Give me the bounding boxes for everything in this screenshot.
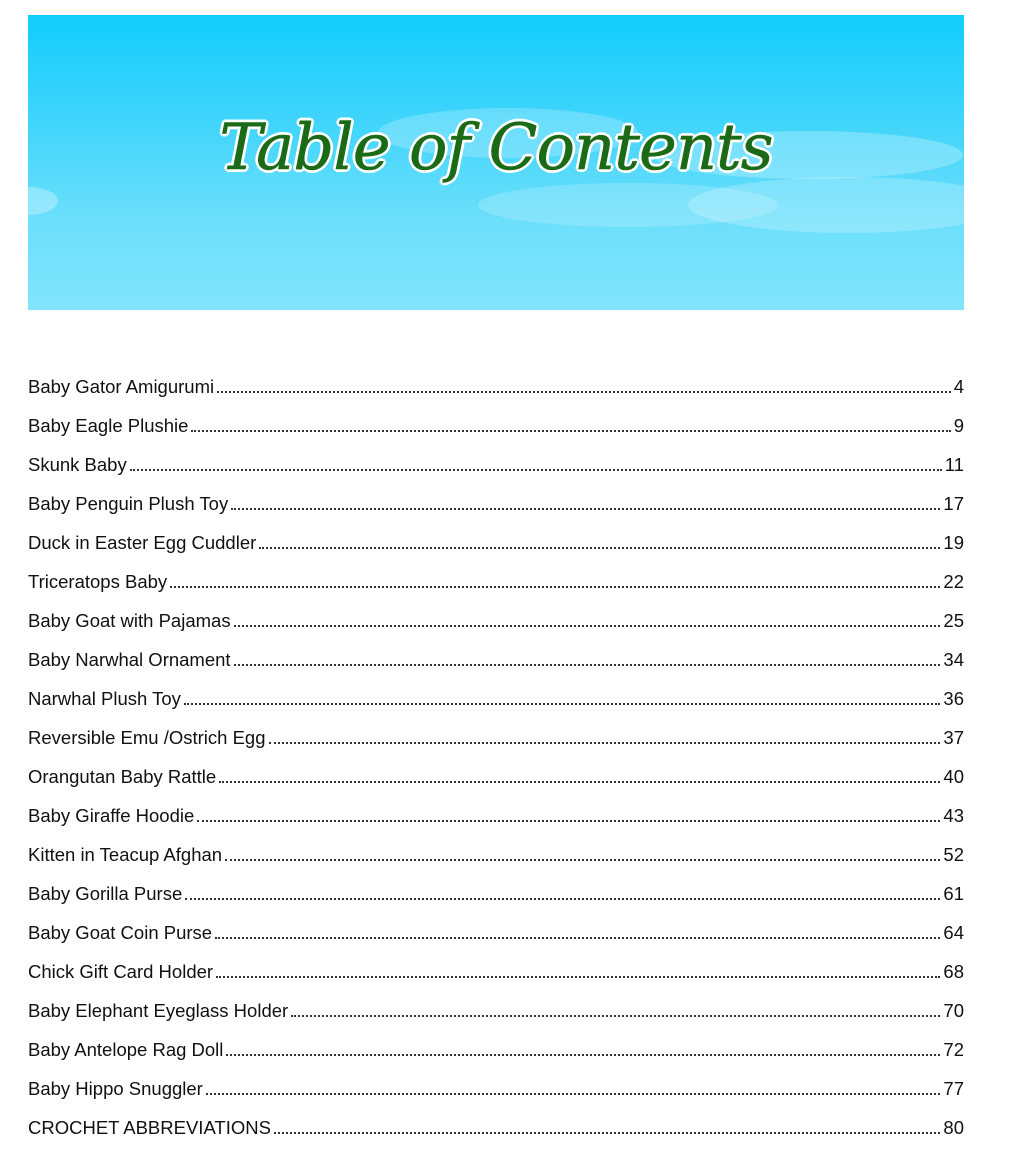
toc-entry[interactable] bbox=[28, 952, 964, 991]
toc-entry-page-number[interactable]: 40 bbox=[943, 765, 964, 787]
toc-entry[interactable] bbox=[28, 562, 964, 601]
toc-entry-title[interactable]: Baby Antelope Rag Doll bbox=[28, 1038, 224, 1060]
toc-entry-page-number[interactable]: 68 bbox=[943, 960, 964, 982]
toc-entry-page-number[interactable]: 17 bbox=[943, 492, 964, 514]
toc-dot-leader bbox=[269, 741, 941, 744]
toc-entry[interactable] bbox=[28, 1030, 964, 1069]
toc-dot-leader bbox=[197, 819, 940, 822]
toc-entry[interactable] bbox=[28, 640, 964, 679]
toc-dot-leader bbox=[234, 663, 941, 666]
toc-dot-leader bbox=[215, 936, 940, 939]
toc-entry-page-number[interactable]: 52 bbox=[943, 843, 964, 865]
toc-entry-page-number[interactable]: 77 bbox=[943, 1077, 964, 1099]
toc-entry[interactable] bbox=[28, 1069, 964, 1108]
toc-entry-title[interactable]: Chick Gift Card Holder bbox=[28, 960, 214, 982]
toc-entry-page-number[interactable]: 11 bbox=[944, 453, 964, 475]
toc-entry-page-number[interactable]: 36 bbox=[943, 687, 964, 709]
toc-entry-title[interactable]: Narwhal Plush Toy bbox=[28, 687, 181, 709]
toc-dot-leader bbox=[231, 507, 940, 510]
toc-dot-leader bbox=[291, 1014, 940, 1017]
toc-entry-page-number[interactable]: 25 bbox=[943, 609, 964, 631]
toc-entry-title[interactable]: Reversible Emu /Ostrich Egg bbox=[28, 726, 266, 748]
toc-entry-title[interactable]: Orangutan Baby Rattle bbox=[28, 765, 217, 787]
toc-entry[interactable] bbox=[28, 601, 964, 640]
toc-entry-title[interactable]: Baby Eagle Plushie bbox=[28, 414, 189, 436]
toc-entry-page-number[interactable]: 43 bbox=[943, 804, 964, 826]
toc-entry[interactable] bbox=[28, 484, 964, 523]
toc-entry[interactable] bbox=[28, 523, 964, 562]
toc-dot-leader bbox=[226, 1053, 940, 1056]
toc-dot-leader bbox=[234, 624, 941, 627]
toc-entry-title[interactable]: Baby Narwhal Ornament bbox=[28, 648, 231, 670]
toc-entry-page-number[interactable]: 9 bbox=[953, 414, 964, 436]
toc-entry[interactable] bbox=[28, 718, 964, 757]
toc-entry-title[interactable]: Baby Giraffe Hoodie bbox=[28, 804, 195, 826]
toc-entry-title[interactable]: Baby Elephant Eyeglass Holder bbox=[28, 999, 289, 1021]
toc-entry-title[interactable]: Baby Goat Coin Purse bbox=[28, 921, 213, 943]
toc-entry-title[interactable]: Baby Goat with Pajamas bbox=[28, 609, 231, 631]
toc-dot-leader bbox=[274, 1131, 940, 1134]
toc-dot-leader bbox=[184, 702, 941, 705]
toc-entry[interactable] bbox=[28, 835, 964, 874]
toc-dot-leader bbox=[216, 975, 940, 978]
toc-entry-page-number[interactable]: 19 bbox=[943, 531, 964, 553]
toc-entry-page-number[interactable]: 22 bbox=[943, 570, 964, 592]
toc-entry-title[interactable]: Skunk Baby bbox=[28, 453, 127, 475]
toc-entry[interactable] bbox=[28, 679, 964, 718]
toc-dot-leader bbox=[225, 858, 940, 861]
toc-entry-page-number[interactable]: 72 bbox=[943, 1038, 964, 1060]
toc-entry[interactable] bbox=[28, 367, 964, 406]
header-banner bbox=[28, 15, 964, 310]
toc-entry[interactable] bbox=[28, 445, 964, 484]
toc-entry[interactable] bbox=[28, 913, 964, 952]
toc-entry-title[interactable]: Kitten in Teacup Afghan bbox=[28, 843, 223, 865]
toc-dot-leader bbox=[217, 390, 951, 393]
toc-entry-title[interactable]: CROCHET ABBREVIATIONS bbox=[28, 1116, 271, 1138]
toc-dot-leader bbox=[206, 1092, 941, 1095]
page-title: Table of Contents bbox=[219, 110, 773, 185]
toc-dot-leader bbox=[259, 546, 940, 549]
toc-entry[interactable] bbox=[28, 406, 964, 445]
toc-entry[interactable] bbox=[28, 796, 964, 835]
toc-entry-page-number[interactable]: 64 bbox=[943, 921, 964, 943]
toc-entry-page-number[interactable]: 4 bbox=[953, 375, 964, 397]
toc-dot-leader bbox=[191, 429, 950, 432]
toc-entry-page-number[interactable]: 70 bbox=[943, 999, 964, 1021]
toc-entry[interactable] bbox=[28, 874, 964, 913]
toc-dot-leader bbox=[130, 468, 942, 471]
toc-entry-page-number[interactable]: 80 bbox=[943, 1116, 964, 1138]
toc-entry-title[interactable]: Baby Hippo Snuggler bbox=[28, 1077, 203, 1099]
toc-entry-title[interactable]: Triceratops Baby bbox=[28, 570, 168, 592]
toc-dot-leader bbox=[170, 585, 940, 588]
toc-entry-title[interactable]: Baby Penguin Plush Toy bbox=[28, 492, 229, 514]
toc-entry-title[interactable]: Duck in Easter Egg Cuddler bbox=[28, 531, 257, 553]
toc-entry-page-number[interactable]: 61 bbox=[943, 882, 964, 904]
toc-entry-title[interactable]: Baby Gorilla Purse bbox=[28, 882, 183, 904]
toc-entry[interactable] bbox=[28, 1108, 964, 1147]
toc-entry-page-number[interactable]: 37 bbox=[943, 726, 964, 748]
toc-dot-leader bbox=[185, 897, 940, 900]
toc-entry[interactable] bbox=[28, 757, 964, 796]
toc-dot-leader bbox=[219, 780, 940, 783]
toc-entry-title[interactable]: Baby Gator Amigurumi bbox=[28, 375, 215, 397]
table-of-contents bbox=[28, 367, 964, 1147]
toc-entry-page-number[interactable]: 34 bbox=[943, 648, 964, 670]
toc-entry[interactable] bbox=[28, 991, 964, 1030]
